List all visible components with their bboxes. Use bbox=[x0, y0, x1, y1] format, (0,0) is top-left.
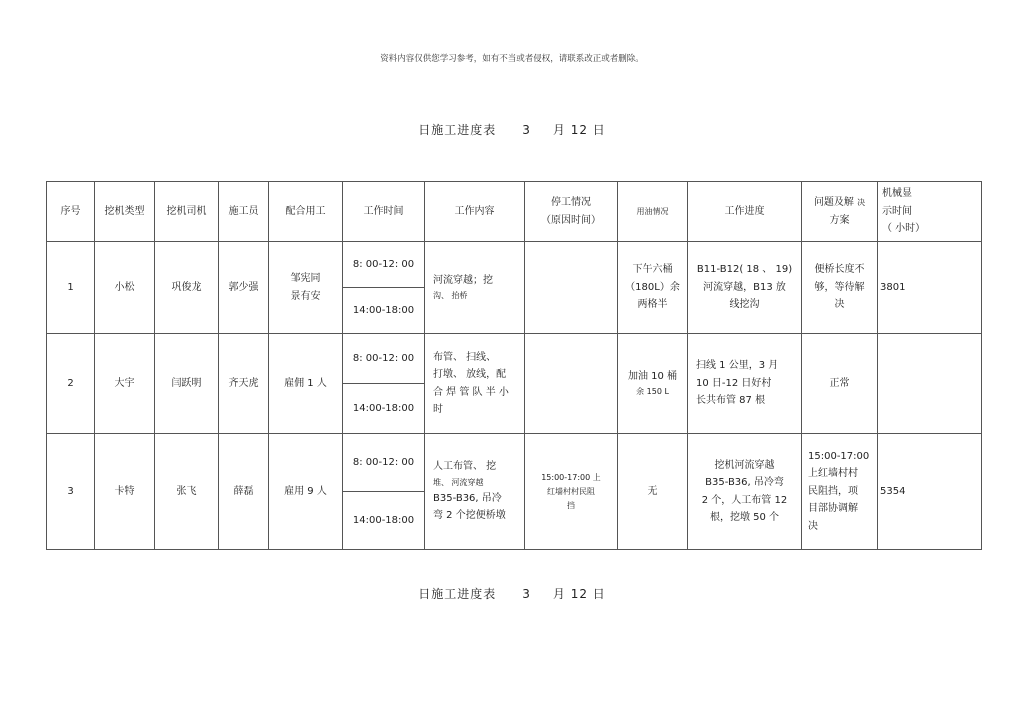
table-row bbox=[47, 434, 982, 492]
cell-driver: 闫跃明 bbox=[155, 334, 219, 434]
cell-progress: 挖机河流穿越 B35-B36, 吊冷弯 2 个，人工布管 12 根，挖墩 50 个 bbox=[688, 434, 802, 550]
header-content: 工作内容 bbox=[425, 182, 525, 242]
header-oil: 用油情况 bbox=[618, 182, 688, 242]
cell-labor: 邹宪同 景有安 bbox=[269, 242, 343, 334]
header-issue-line2: 方案 bbox=[829, 214, 850, 226]
cell-worker: 齐天虎 bbox=[219, 334, 269, 434]
title-month-num: 3 bbox=[522, 587, 531, 601]
cell-no: 2 bbox=[47, 334, 95, 434]
cell-content: 人工布管、 挖 堆、 河流穿越 B35-B36, 吊冷 弯 2 个挖便桥墩 bbox=[425, 434, 525, 550]
cell-type: 卡特 bbox=[95, 434, 155, 550]
header-hours-line1: 机械显 bbox=[882, 188, 912, 200]
cell-no: 1 bbox=[47, 242, 95, 334]
title-text: 日施工进度表 bbox=[418, 587, 497, 601]
header-hours bbox=[878, 182, 982, 242]
title-day-num: 12 bbox=[570, 123, 588, 137]
cell-stop bbox=[525, 242, 618, 334]
cell-oil: 加油 10 桶 余 150 L bbox=[618, 334, 688, 434]
table-row bbox=[47, 242, 982, 288]
cell-hours bbox=[878, 334, 982, 434]
header-progress: 工作进度 bbox=[688, 182, 802, 242]
title-month-num: 3 bbox=[522, 123, 531, 137]
header-row bbox=[47, 182, 982, 242]
header-stop bbox=[525, 182, 618, 242]
cell-time-pm: 14:00-18:00 bbox=[343, 492, 425, 550]
title-month-label: 月 bbox=[552, 587, 566, 601]
table-row bbox=[47, 334, 982, 384]
header-driver: 挖机司机 bbox=[155, 182, 219, 242]
cell-labor: 雇用 9 人 bbox=[269, 434, 343, 550]
page-title bbox=[0, 121, 1024, 138]
header-no: 序号 bbox=[47, 182, 95, 242]
cell-hours: 3801 bbox=[878, 242, 982, 334]
title-day-num: 12 bbox=[570, 587, 588, 601]
cell-hours: 5354 bbox=[878, 434, 982, 550]
cell-content: 布管、 扫线、 打墩、 放线，配 合 焊 管 队 半 小 时 bbox=[425, 334, 525, 434]
cell-driver: 巩俊龙 bbox=[155, 242, 219, 334]
header-stop-line1: 停工情况 bbox=[551, 197, 591, 208]
cell-progress: B11-B12( 18 、 19) 河流穿越，B13 放 线挖沟 bbox=[688, 242, 802, 334]
cell-stop bbox=[525, 334, 618, 434]
cell-driver: 张飞 bbox=[155, 434, 219, 550]
header-stop-line2: （原因时间） bbox=[541, 214, 601, 226]
cell-time-am: 8: 00-12: 00 bbox=[343, 334, 425, 384]
title-text: 日施工进度表 bbox=[418, 123, 497, 137]
cell-no: 3 bbox=[47, 434, 95, 550]
disclaimer-notice: 资料内容仅供您学习参考，如有不当或者侵权，请联系改正或者删除。 bbox=[380, 54, 644, 64]
cell-type: 大宇 bbox=[95, 334, 155, 434]
header-issue-line1: 问题及解 决 bbox=[813, 197, 866, 208]
cell-labor: 雇佣 1 人 bbox=[269, 334, 343, 434]
cell-issue: 正常 bbox=[802, 334, 878, 434]
cell-worker: 薛磊 bbox=[219, 434, 269, 550]
cell-time-pm: 14:00-18:00 bbox=[343, 384, 425, 434]
cell-stop: 15:00-17:00 上 红墙村村民阻 挡 bbox=[525, 434, 618, 550]
header-hours-line2: 示时间 bbox=[882, 205, 912, 217]
header-time: 工作时间 bbox=[343, 182, 425, 242]
cell-type: 小松 bbox=[95, 242, 155, 334]
cell-oil: 下午六桶 （180L）余 两格半 bbox=[618, 242, 688, 334]
cell-oil: 无 bbox=[618, 434, 688, 550]
cell-issue: 15:00-17:00 上红墙村村 民阻挡，项 目部协调解 决 bbox=[802, 434, 878, 550]
cell-time-am: 8: 00-12: 00 bbox=[343, 242, 425, 288]
title-day-label: 日 bbox=[592, 587, 606, 601]
header-hours-line3: （ 小时） bbox=[882, 223, 926, 235]
cell-issue: 便桥长度不 够，等待解 决 bbox=[802, 242, 878, 334]
header-issue bbox=[802, 182, 878, 242]
header-worker: 施工员 bbox=[219, 182, 269, 242]
progress-table bbox=[46, 181, 982, 550]
page-title-repeat bbox=[0, 585, 1024, 602]
title-day-label: 日 bbox=[592, 123, 606, 137]
cell-time-pm: 14:00-18:00 bbox=[343, 288, 425, 334]
header-labor: 配合用工 bbox=[269, 182, 343, 242]
cell-progress: 扫线 1 公里，3 月 10 日-12 日好村 长共布管 87 根 bbox=[688, 334, 802, 434]
header-type: 挖机类型 bbox=[95, 182, 155, 242]
cell-worker: 郭少强 bbox=[219, 242, 269, 334]
cell-time-am: 8: 00-12: 00 bbox=[343, 434, 425, 492]
title-month-label: 月 bbox=[552, 123, 566, 137]
cell-content: 河流穿越；挖 沟、 抬桥 bbox=[425, 242, 525, 334]
